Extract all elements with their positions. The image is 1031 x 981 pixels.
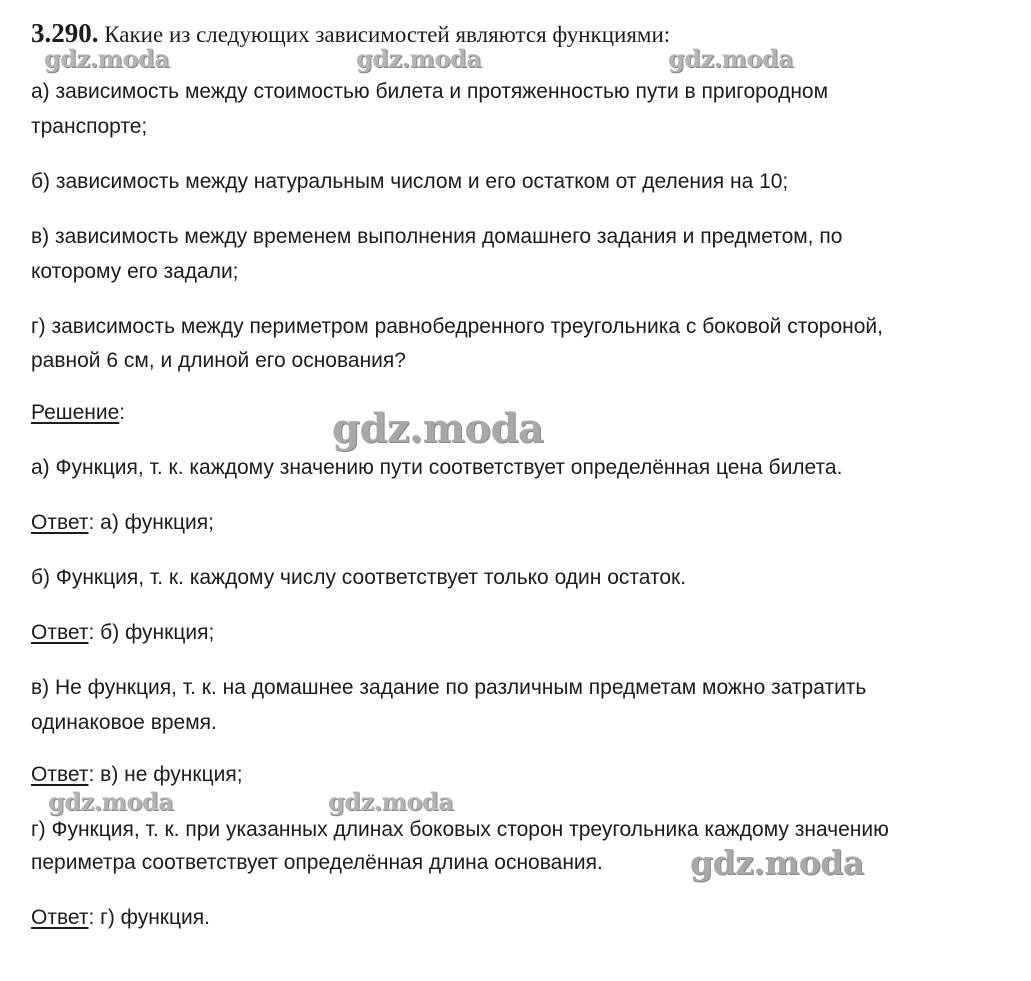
answer-v — [31, 760, 243, 790]
watermark-logo: gdz.moda — [44, 44, 170, 73]
answer-v-value: в) не функция; — [94, 763, 243, 786]
answer-colon: : — [88, 511, 95, 534]
problem-title — [31, 18, 670, 50]
item-a-line-2: транспорте; — [31, 115, 148, 138]
solution-v-explanation-line-1: в) Не функция, т. к. на домашнее задание по различным предметам можно затратить — [31, 676, 867, 699]
item-v-line-2: которому его задали; — [31, 260, 239, 283]
answer-g — [31, 903, 210, 933]
solution-a-explanation: а) Функция, т. к. каждому значению пути соответствует определённая цена билета. — [31, 456, 843, 479]
answer-b-value: б) функция; — [94, 621, 215, 644]
item-v-line-1: в) зависимость между временем выполнения домашнего задания и предметом, по — [31, 225, 843, 248]
answer-label: Ответ — [31, 511, 89, 534]
answer-colon: : — [88, 763, 95, 786]
solution-heading-label: Решение — [31, 401, 120, 424]
watermark-logo: gdz.moda — [690, 843, 864, 882]
problem-question: Какие из следующих зависимостей являются функциями: — [104, 22, 671, 47]
solution-g-explanation-line-2: периметра соответствует определённая длина основания. — [31, 851, 603, 874]
solution-heading — [31, 398, 125, 428]
answer-label: Ответ — [31, 906, 89, 929]
item-g-line-1: г) зависимость между периметром равнобедренного треугольника с боковой стороной, — [31, 315, 883, 338]
watermark-logo: gdz.moda — [668, 44, 794, 73]
answer-label: Ответ — [31, 763, 89, 786]
answer-colon: : — [88, 906, 95, 929]
problem-number: 3.290. — [31, 18, 99, 48]
answer-colon: : — [88, 621, 95, 644]
item-a-line-1: а) зависимость между стоимостью билета и протяженностью пути в пригородном — [31, 80, 829, 103]
watermark-logo: gdz.moda — [332, 405, 544, 452]
solution-heading-colon: : — [119, 401, 126, 424]
answer-g-value: г) функция. — [94, 906, 210, 929]
answer-b — [31, 618, 214, 648]
answer-label: Ответ — [31, 621, 89, 644]
watermark-logo: gdz.moda — [48, 787, 174, 816]
solution-v-explanation-line-2: одинаковое время. — [31, 711, 217, 734]
answer-a — [31, 508, 214, 538]
item-b-line-1: б) зависимость между натуральным числом и его остатком от деления на 10; — [31, 170, 789, 193]
item-g-line-2: равной 6 см, и длиной его основания? — [31, 349, 406, 372]
solution-g-explanation-line-1: г) Функция, т. к. при указанных длинах боковых сторон треугольника каждому значению — [31, 818, 889, 841]
watermark-logo: gdz.moda — [356, 44, 482, 73]
watermark-logo: gdz.moda — [328, 787, 454, 816]
answer-a-value: а) функция; — [94, 511, 214, 534]
solution-b-explanation: б) Функция, т. к. каждому числу соответствует только один остаток. — [31, 566, 687, 589]
